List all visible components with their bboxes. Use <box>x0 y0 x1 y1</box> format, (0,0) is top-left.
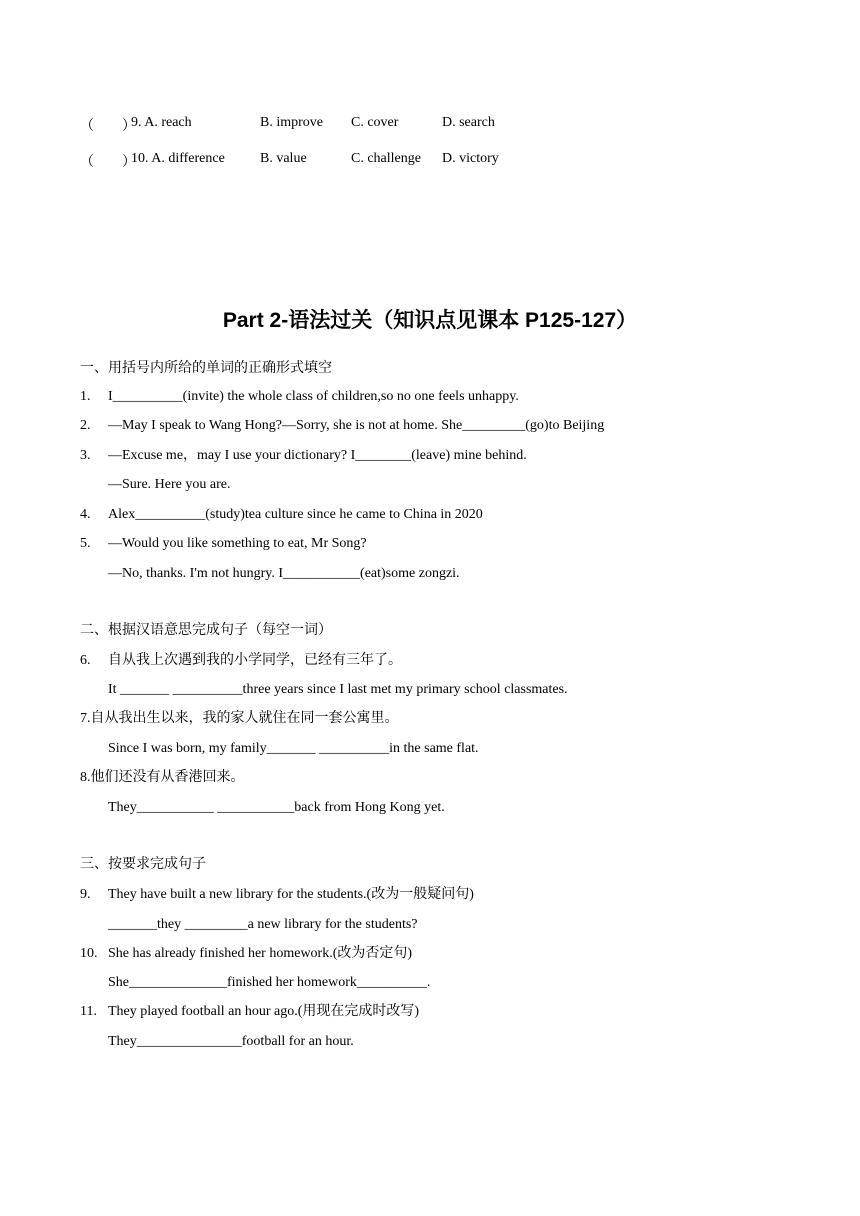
item-text-2: She______________finished her homework__________. <box>108 975 431 990</box>
option-c: C. cover <box>351 115 399 130</box>
part-title: Part 2-语法过关（知识点见课本 P125-127） <box>222 309 638 332</box>
item-text: —Would you like something to eat, Mr Song? <box>108 536 367 551</box>
option-d: D. search <box>442 115 495 130</box>
item-number: 4. <box>80 507 91 522</box>
item-chinese: 8.他们还没有从香港回来。 <box>80 770 245 785</box>
item-text-2: —No, thanks. I'm not hungry. I___________(eat)some zongzi. <box>108 566 460 581</box>
item-number: 11. <box>80 1004 97 1019</box>
item-text: They have built a new library for the students.(改为一般疑问句) <box>108 887 474 902</box>
item-text: She has already finished her homework.(改为否定句) <box>108 946 413 961</box>
item-text-2: They_______________football for an hour. <box>108 1034 354 1049</box>
section-heading-3: 三、按要求完成句子 <box>80 857 206 872</box>
item-english: Since I was born, my family_______ __________in the same flat. <box>108 741 479 756</box>
section-heading-1: 一、用括号内所给的单词的正确形式填空 <box>80 361 332 376</box>
option-a: 9. A. reach <box>131 115 192 130</box>
item-number: 2. <box>80 418 91 433</box>
item-chinese: 7.自从我出生以来，我的家人就住在同一套公寓里。 <box>80 711 399 726</box>
item-text: Alex__________(study)tea culture since he came to China in 2020 <box>108 507 483 522</box>
option-b: B. value <box>260 151 307 166</box>
item-text-2: _______they _________a new library for the students? <box>108 917 418 932</box>
item-number: 10. <box>80 946 98 961</box>
item-english: It _______ __________three years since I last met my primary school classmates. <box>108 682 568 697</box>
item-chinese: 自从我上次遇到我的小学同学，已经有三年了。 <box>108 653 402 668</box>
answer-paren: （ ） <box>80 155 136 170</box>
item-text: —Excuse me，may I use your dictionary? I________(leave) mine behind. <box>108 448 527 463</box>
option-c: C. challenge <box>351 151 421 166</box>
item-number: 3. <box>80 448 91 463</box>
item-number: 1. <box>80 389 91 404</box>
item-number: 5. <box>80 536 91 551</box>
item-text-2: —Sure. Here you are. <box>108 477 231 492</box>
item-text: —May I speak to Wang Hong?—Sorry, she is not at home. She_________(go)to Beijing <box>108 418 605 433</box>
item-english: They___________ ___________back from Hong Kong yet. <box>108 800 445 815</box>
item-number: 6. <box>80 653 91 668</box>
item-text: I__________(invite) the whole class of children,so no one feels unhappy. <box>108 389 519 404</box>
item-text: They played football an hour ago.(用现在完成时改写) <box>108 1004 420 1019</box>
option-a: 10. A. difference <box>131 151 225 166</box>
answer-paren: （ ） <box>80 119 136 134</box>
option-d: D. victory <box>442 151 499 166</box>
item-number: 9. <box>80 887 91 902</box>
section-heading-2: 二、根据汉语意思完成句子（每空一词） <box>80 623 332 638</box>
option-b: B. improve <box>260 115 323 130</box>
